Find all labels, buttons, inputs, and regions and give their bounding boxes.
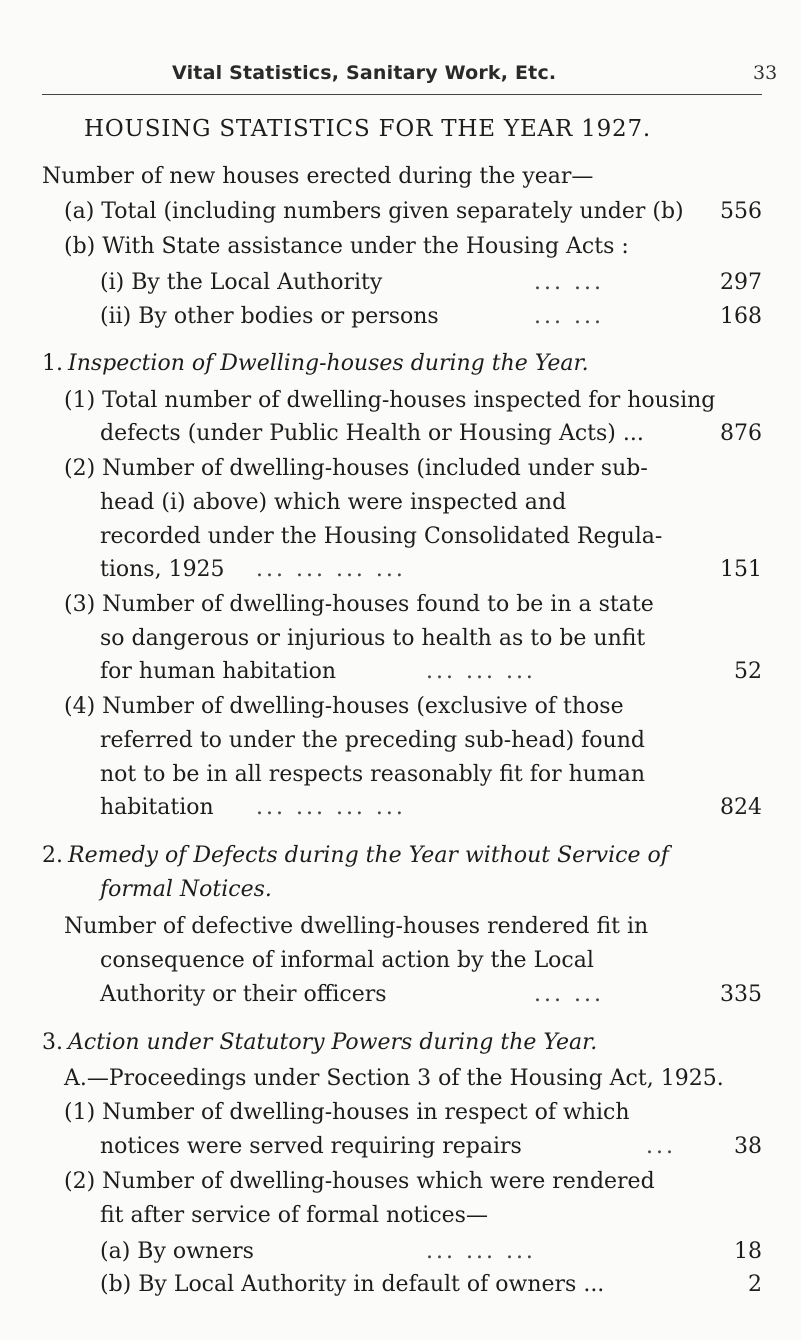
new-houses-b-ii-value: 168: [720, 304, 762, 329]
s3-item2b-label: (b) By Local Authority in default of owners ...: [100, 1272, 605, 1297]
section-2-number: 2.: [42, 843, 63, 868]
s1-item1-line2: defects (under Public Health or Housing Acts) ...: [100, 421, 644, 446]
section-1-number: 1.: [42, 351, 63, 376]
s3-item1-value: 38: [734, 1134, 762, 1159]
section-2-title-line2: formal Notices.: [100, 877, 272, 902]
s1-item4-line3: not to be in all respects reasonably fit for human: [100, 762, 646, 787]
s3-item2b-value: 2: [748, 1272, 762, 1297]
s3-item2a-value: 18: [734, 1239, 762, 1264]
new-houses-b-label: (b) With State assistance under the Housing Acts :: [64, 234, 629, 259]
section-3-title: Action under Statutory Powers during the Year.: [68, 1030, 598, 1055]
s1-item2-line2: head (i) above) which were inspected and: [100, 490, 567, 515]
section-2-title-line1: Remedy of Defects during the Year without Service of: [68, 843, 669, 868]
section-3-number: 3.: [42, 1030, 63, 1055]
s1-item1-value: 876: [720, 421, 762, 446]
s1-item3-line1: (3) Number of dwelling-houses found to be in a state: [64, 592, 654, 617]
leader-dots: ... ...: [534, 304, 604, 329]
s1-item3-line2: so dangerous or injurious to health as to be unfit: [100, 626, 646, 651]
s1-item3-value: 52: [734, 659, 762, 684]
s1-item2-value: 151: [720, 557, 762, 582]
s3-subhead-a: A.—Proceedings under Section 3 of the Housing Act, 1925.: [64, 1066, 724, 1091]
leader-dots: ... ...: [534, 270, 604, 295]
s3-item2-line2: fit after service of formal notices—: [100, 1203, 488, 1228]
s2-line3: Authority or their officers: [100, 982, 387, 1007]
s1-item2-line4: tions, 1925: [100, 557, 225, 582]
s2-line1: Number of defective dwelling-houses rendered fit in: [64, 914, 649, 939]
running-head: [0, 62, 801, 92]
new-houses-b-i-label: (i) By the Local Authority: [100, 270, 383, 295]
running-head-title: Vital Statistics, Sanitary Work, Etc.: [172, 62, 557, 84]
leader-dots: ...: [646, 1134, 676, 1159]
s3-item1-line2: notices were served requiring repairs: [100, 1134, 522, 1159]
header-rule: [42, 94, 762, 95]
s1-item4-line2: referred to under the preceding sub-head) found: [100, 728, 645, 753]
s1-item2-line1: (2) Number of dwelling-houses (included under sub-: [64, 456, 648, 481]
s1-item3-line3: for human habitation: [100, 659, 337, 684]
leader-dots: ... ... ... ...: [256, 795, 406, 820]
s1-item1-line1: (1) Total number of dwelling-houses inspected for housing: [64, 388, 716, 413]
s1-item2-line3: recorded under the Housing Consolidated Regula-: [100, 524, 663, 549]
section-1-title: Inspection of Dwelling-houses during the Year.: [68, 351, 589, 376]
leader-dots: ... ... ...: [426, 1239, 536, 1264]
new-houses-b-ii-label: (ii) By other bodies or persons: [100, 304, 439, 329]
s2-value: 335: [720, 982, 762, 1007]
s1-item4-line4: habitation: [100, 795, 214, 820]
s2-line2: consequence of informal action by the Local: [100, 948, 594, 973]
new-houses-b-i-value: 297: [720, 270, 762, 295]
leader-dots: ... ... ...: [426, 659, 536, 684]
page-number: 33: [753, 62, 778, 84]
s3-item2-line1: (2) Number of dwelling-houses which were rendered: [64, 1169, 655, 1194]
s1-item4-line1: (4) Number of dwelling-houses (exclusive of those: [64, 694, 624, 719]
leader-dots: ... ... ... ...: [256, 557, 406, 582]
s3-item1-line1: (1) Number of dwelling-houses in respect of which: [64, 1100, 630, 1125]
page-title: HOUSING STATISTICS FOR THE YEAR 1927.: [84, 116, 652, 142]
s3-item2a-label: (a) By owners: [100, 1239, 254, 1264]
new-houses-a-label: (a) Total (including numbers given separately under (b): [64, 199, 684, 224]
s1-item4-value: 824: [720, 795, 762, 820]
leader-dots: ... ...: [534, 982, 604, 1007]
new-houses-a-value: 556: [720, 199, 762, 224]
new-houses-intro: Number of new houses erected during the year—: [42, 164, 594, 189]
